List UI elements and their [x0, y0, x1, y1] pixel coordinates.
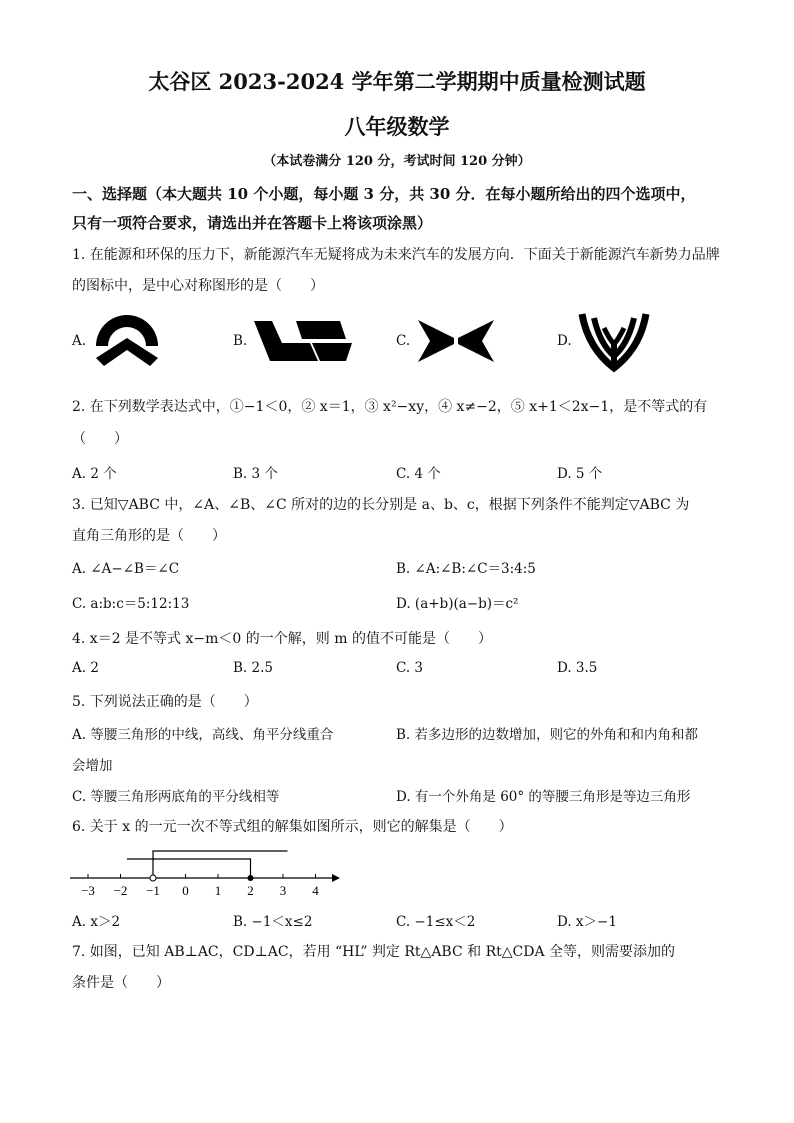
q3-option-c: C. a:b:c＝5:12:13	[72, 596, 190, 612]
q4-stem: 4. x＝2 是不等式 x−m＜0 的一个解，则 m 的值不可能是（ ）	[72, 631, 492, 647]
parallelogram-logo-icon	[254, 319, 354, 363]
q2-option-c: C. 4 个	[396, 466, 441, 482]
q5-option-b-continued: 会增加	[72, 758, 113, 774]
upper-ray	[153, 851, 288, 878]
q5-stem: 5. 下列说法正确的是（ ）	[72, 694, 258, 710]
q5-option-d: D. 有一个外角是 60° 的等腰三角形是等边三角形	[396, 789, 691, 805]
page-title: 太谷区 2023-2024 学年第二学期期中质量检测试题	[148, 69, 646, 94]
arches-logo-icon	[578, 308, 650, 372]
number-line-tick-label: −1	[146, 883, 160, 898]
q7-stem-line1: 7. 如图，已知 AB⊥AC，CD⊥AC，若用 “HL” 判定 Rt△ABC 和 Rt△CDA 全等，则需要添加的	[72, 944, 676, 960]
q5-option-c: C. 等腰三角形两底角的平分线相等	[72, 789, 280, 805]
q4-option-d: D. 3.5	[557, 660, 598, 676]
q2-option-b: B. 3 个	[233, 466, 278, 482]
bow-logo-icon	[416, 316, 496, 366]
number-line-tick-label: 1	[214, 883, 222, 898]
q1-option-b: B.	[233, 333, 248, 349]
closed-point	[248, 875, 254, 881]
q6-option-d: D. x＞−1	[557, 914, 617, 930]
q3-option-b: B. ∠A:∠B:∠C＝3:4:5	[396, 561, 536, 577]
q3-stem-line2: 直角三角形的是（ ）	[72, 528, 226, 544]
q1-option-d: D.	[557, 333, 572, 349]
number-line-tick-label: −3	[81, 883, 95, 898]
section-heading-line1: 一、选择题（本大题共 10 个小题，每小题 3 分，共 30 分．在每小题所给出的四个选项中，	[72, 185, 696, 203]
number-line-arrow	[332, 874, 340, 882]
q1-option-c: C.	[396, 333, 411, 349]
number-line-tick-label: 4	[312, 883, 319, 898]
number-line-figure	[70, 842, 350, 897]
open-point	[150, 875, 156, 881]
lower-ray	[127, 859, 251, 878]
q3-stem-line1: 3. 已知▽ABC 中，∠A、∠B、∠C 所对的边的长分别是 a、b、c，根据下列条件不能判定▽ABC 为	[72, 497, 690, 513]
q1-stem-line1: 1. 在能源和环保的压力下，新能源汽车无疑将成为未来汽车的发展方向．下面关于新能源汽车新势力品牌	[72, 247, 720, 263]
q2-option-d: D. 5 个	[557, 466, 603, 482]
q2-option-a: A. 2 个	[72, 466, 117, 482]
q1-stem-line2: 的图标中，是中心对称图形的是（ ）	[72, 278, 324, 294]
q3-option-a: A. ∠A−∠B＝∠C	[72, 561, 180, 577]
q4-option-a: A. 2	[72, 660, 99, 676]
number-line-tick-label: 0	[182, 883, 189, 898]
number-line-tick-label: 3	[279, 883, 287, 898]
number-line-tick-label: 2	[247, 883, 254, 898]
section-heading-line2: 只有一项符合要求，请选出并在答题卡上将该项涂黑）	[72, 214, 433, 232]
q6-option-c: C. −1≤x＜2	[396, 914, 476, 930]
nio-logo-icon	[92, 312, 162, 372]
q6-stem: 6. 关于 x 的一元一次不等式组的解集如图所示，则它的解集是（ ）	[72, 819, 513, 835]
q4-option-b: B. 2.5	[233, 660, 273, 676]
page-subtitle: 八年级数学	[344, 114, 450, 139]
q6-option-b: B. −1＜x≤2	[233, 914, 313, 930]
q5-option-b: B. 若多边形的边数增加，则它的外角和和内角和都	[396, 727, 699, 743]
q1-option-a: A.	[72, 333, 87, 349]
q2-stem-line1: 2. 在下列数学表达式中，①−1＜0，② x＝1，③ x²−xy，④ x≠−2，⑤ x+1＜2x−1，是不等式的有	[72, 399, 708, 415]
q4-option-c: C. 3	[396, 660, 424, 676]
q6-option-a: A. x＞2	[72, 914, 121, 930]
q2-stem-line2: （ ）	[72, 431, 128, 447]
exam-note: （本试卷满分 120 分，考试时间 120 分钟）	[263, 154, 531, 169]
q5-option-a: A. 等腰三角形的中线，高线、角平分线重合	[72, 727, 334, 743]
number-line-tick-label: −2	[113, 883, 128, 898]
q7-stem-line2: 条件是（ ）	[72, 975, 170, 991]
q3-option-d: D. (a+b)(a−b)＝c²	[396, 596, 519, 612]
